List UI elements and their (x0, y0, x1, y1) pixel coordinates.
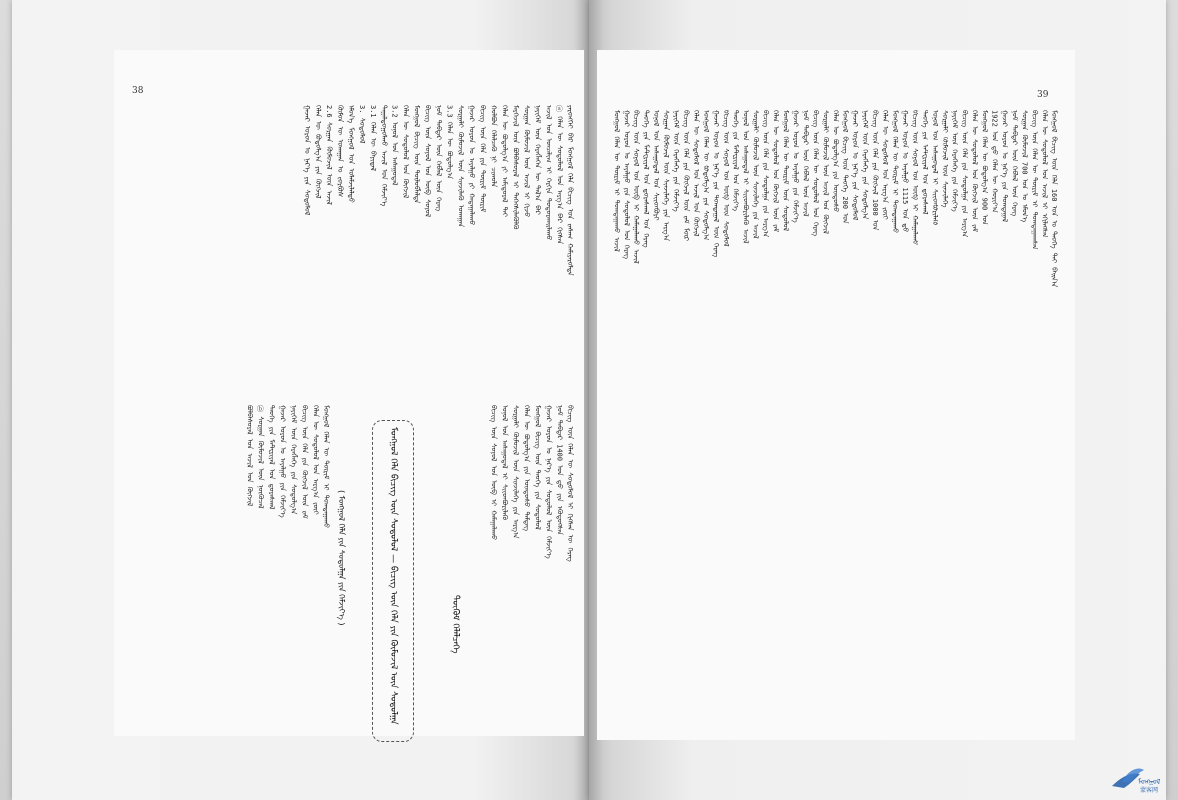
text-column: ᠰᠤᠷᠭᠠᠯᠢ ᠬᠥᠮᠦᠵᠢᠯ ᠦᠨ ᠰᠢᠨᠵᠢᠯᠡᠭᠡ (940, 110, 949, 208)
text-column: 2.6 ᠰᠤᠷᠭᠠᠨ ᠬᠦᠮᠦᠵᠢᠯ ᠦᠨ ᠠᠵᠢᠯ (324, 105, 333, 205)
text-column: ᠡᠮᠦᠨ᠎ᠡ ᠮᠣᠩᠭᠣᠯ ᠤᠨ ᠤᠯᠠᠮᠵᠢᠯᠠᠯᠲᠤ (346, 105, 355, 203)
text-column: ᠮᠣᠩᠭᠣᠯ ᠬᠡᠯᠡᠨ ᠦ ᠪᠣᠳᠣᠯᠭ᠎ᠠ 900 ᠣᠨ (980, 110, 989, 225)
text-column: ᠣᠨᠤᠯ ᠤᠨ ᠠᠰᠠᠭᠤᠳᠠᠯ ᠤᠨ ᠰᠢᠢᠳᠪᠦᠷᠢ (652, 110, 660, 221)
text-column: ᠬᠣᠯᠪᠣᠨ ᠬᠡᠯᠡᠯᠴᠡᠬᠦ ᠨᠢ ᠴᠢᠬᠤᠯᠠ (489, 105, 498, 188)
text-column: ᠮᠣᠩᠭᠣᠯ ᠪᠢᠴᠢᠭ ᠦᠨ ᠲᠡᠦᠬᠡ ᠶᠢᠨ ᠰᠤᠳᠤᠯᠤᠯ (533, 405, 542, 530)
text-column: ᠭᠠᠵᠠᠷ ᠣᠷᠣᠨ ᠤ ᠨᠡᠷ᠎ᠡ ᠶᠢᠨ ᠰᠤᠳᠤᠯᠤᠯ ᠦᠨ ᠬᠡᠮᠵᠢᠶ᠎ᠡ (544, 405, 553, 559)
text-column: ᠪᠢᠴᠢᠭ ᠦᠨ ᠬᠡᠯᠡ ᠶᠢᠨ ᠬᠥᠭᠵᠢᠯ 1000 ᠣᠨ (871, 110, 879, 231)
text-column: ᠣᠨᠤᠯ ᠤᠨ ᠠᠰᠠᠭᠤᠳᠠᠯ ᠢ ᠰᠢᠢᠳᠪᠦᠷᠢᠯᠡᠬᠦ (930, 110, 939, 225)
page-number-left: 38 (132, 86, 144, 96)
text-column: ᠮᠣᠩᠭᠣᠯ ᠪᠢᠴᠢᠭ ᠦᠨ ᠬᠡᠯᠡ 160 ᠣᠨ ᠤ ᠲᠡᠦᠬᠡ ᠲᠠᠢ ᠪᠠᠢᠨ᠎ᠠ (1050, 110, 1058, 288)
text-column: ᠮᠣᠩᠭᠣᠯ ᠬᠡᠯᠡᠨ ᠦ ᠳᠦᠷᠢᠮ ᠢ ᠲᠣᠭᠲᠠᠭᠠᠬᠤ ᠠᠵᠢᠯ (612, 110, 620, 252)
text-column: ⓑ ᠰᠤᠷᠭᠠᠨ ᠬᠦᠮᠦᠵᠢᠯ ᠦᠨ ᠨᠥᠬᠦᠴᠡᠯ (256, 405, 265, 509)
left-bottom-text-block-2 (132, 405, 332, 725)
text-column: 3. ᠰᠤᠳᠤᠯᠤᠯ (357, 105, 366, 144)
text-column: ᠭᠠᠵᠠᠷ ᠣᠷᠣᠨ ᠤ ᠠᠶᠠᠯᠭᠤ ᠶᠢᠨ ᠬᠡᠮᠵᠢᠶ᠎ᠡ (791, 110, 800, 223)
text-column: ᠪᠢᠴᠢᠭ ᠦᠨ ᠬᠡᠯᠡ ᠶᠢᠨ ᠬᠥᠭᠵᠢᠯ ᠦᠨ ᠵᠠᠮ (300, 405, 309, 519)
text-column: ᠭᠠᠵᠠᠷ ᠣᠷᠣᠨ ᠤ ᠠᠶᠠᠯᠭᠤ ᠶᠢᠨ ᠬᠡᠮᠵᠢᠶ᠎ᠡ (278, 405, 287, 518)
text-column: ᠨᠡᠶᠢᠭᠡᠮ ᠦᠨ ᠬᠡᠷᠡᠭᠯᠡᠭᠡ ᠶᠢᠨ ᠬᠡᠮᠵᠢᠶ᠎ᠡ (672, 110, 680, 212)
text-column: ᠠᠵᠢᠯ ᠤᠨ ᠣᠨᠴᠠᠯᠢᠭ ᠢ ᠬᠡᠷᠬᠢᠨ ᠲᠣᠳᠣᠷᠬᠠᠢᠯᠠᠬᠤ (544, 105, 553, 241)
text-column: ᠪᠢᠴᠢᠭ ᠦᠨ ᠬᠡᠯᠡᠨ ᠦ ᠰᠤᠳᠤᠯᠤᠯ ᠤᠨ ᠬᠡᠷᠡᠭ (811, 110, 819, 237)
text-column: ᠮᠡᠷᠭᠡᠵᠢᠯ ᠦᠨ ᠪᠣᠯᠪᠠᠰᠤᠷᠠᠯ ᠢ ᠳᠡᠭᠡᠭᠰᠢᠯᠡᠭᠦᠯᠬᠦ (511, 105, 520, 230)
text-column: ᠪᠢᠴᠢᠭ ᠦᠨ ᠬᠡᠯᠡ ᠶᠢᠨ ᠰᠤᠳᠤᠯᠭᠠ ᠶᠢᠨ ᠠᠷᠭ᠎ᠠ (960, 110, 969, 238)
text-column: ᠪᠢᠴᠢᠭ ᠦᠨ ᠰᠣᠶᠣᠯ ᠤᠨ ᠥᠪ ᠢ ᠬᠠᠮᠠᠭᠠᠯᠠᠬᠤ (489, 405, 498, 541)
text-column: ᠬᠡᠯᠡᠨ ᠦ ᠰᠤᠳᠤᠯᠤᠯ ᠤᠨ ᠬᠥᠭᠵᠢᠯ ᠦᠨ ᠵᠠᠮ (970, 110, 979, 233)
text-column: ᠭᠠᠵᠠᠷ ᠣᠷᠣᠨ ᠤ ᠨᠡᠷ᠎ᠡ ᠶᠢᠨ ᠲᠣᠭᠲᠠᠭᠠᠯ (1000, 110, 1009, 223)
text-column: ᠨᠣᠮ ᠳᠡᠪᠲᠡᠷ 1400 ᠣᠨ ᠳ᠋ᠤ ᠶᠢᠨ ᠡᠭᠦᠳᠦᠭᠰᠡᠨ (555, 405, 564, 535)
text-column: ᠬᠡᠯᠡᠨ ᠦ ᠪᠣᠳᠣᠯᠭ᠎ᠠ ᠶᠢᠨ ᠬᠥᠭᠵᠢᠯ (313, 105, 322, 199)
text-column: ᠮᠣᠩᠭᠣᠯ ᠬᠡᠯᠡᠨ ᠦ ᠳᠦᠷᠢᠮ ᠦᠨ ᠰᠤᠳᠤᠯᠤᠯ (781, 110, 790, 232)
text-column: ᠬᠥᠮᠦᠨ ᠦ ᠤᠬᠠᠭᠠᠨ ᠤ ᠵᠤᠷᠪᠤᠰ (335, 105, 344, 198)
text-column: ᠨᠣᠮ ᠳᠡᠪᠲᠡᠷ ᠦᠨ ᠬᠡᠪᠯᠡᠯ ᠦᠨ ᠬᠡᠷᠡᠭ (434, 105, 443, 212)
text-column: ᠶᠡᠷᠦᠩᠬᠡᠢ ᠪᠡᠷ ᠮᠣᠩᠭᠣᠯ ᠬᠡᠯᠡ ᠪᠢᠴᠢᠭ ᠤᠨ ᠵᠠᠰᠠᠭ ᠬᠠᠮᠢᠶᠠᠷᠤᠯᠲᠠ (566, 105, 575, 276)
left-top-text-block (132, 105, 576, 390)
text-column: ᠪᠢᠴᠢᠭ ᠦᠨ ᠬᠡᠯᠡᠨ ᠦ ᠳᠦᠷᠢᠮ ᠢ ᠲᠣᠭᠲᠠᠭᠠᠭᠰᠠᠨ (1030, 110, 1038, 250)
text-column: ᠮᠣᠩᠭᠣᠯ ᠬᠡᠯᠡᠨ ᠦ ᠪᠣᠳᠣᠯᠭ᠎ᠠ ᠶᠢᠨ ᠰᠤᠳᠤᠯᠭ᠎ᠠ (701, 110, 710, 241)
text-column: ᠰᠤᠷᠭᠠᠯᠢ ᠬᠥᠮᠦᠵᠢᠯ ᠦᠨ ᠠᠵᠢᠯ ᠤᠨ ᠬᠥᠭᠵᠢᠯ (821, 110, 829, 234)
text-column: ᠬᠡᠯᠡᠨ ᠦ ᠪᠣᠳᠣᠯᠭ᠎ᠠ ᠶᠢᠨ ᠦᠨᠳᠦᠰᠦ (831, 110, 839, 213)
text-column: ᠪᠢᠴᠢᠭ ᠦᠨ ᠬᠡᠯᠡ ᠶᠢᠨ ᠰᠤᠳᠤᠯᠭᠠ ᠶᠢᠨ ᠠᠷᠭ᠎ᠠ (761, 110, 770, 238)
text-column: ᠨᠣᠮ ᠳᠡᠪᠲᠡᠷ ᠦᠨ ᠬᠡᠪᠯᠡᠯ ᠦᠨ ᠬᠡᠷᠡᠭ (1010, 110, 1018, 217)
text-column: ᠪᠢᠴᠢᠭ ᠦᠨ ᠬᠡᠯᠡ ᠶᠢᠨ ᠬᠥᠭᠵᠢᠯ ᠦᠨ ᠵᠠᠮ ᠮᠦᠷ (681, 110, 690, 241)
section-heading: ᠳᠦᠭᠦᠮ ᠬᠡᠯᠡᠯᠴᠡᠭᠡ (450, 595, 460, 654)
watermark-sublabel: 蒙客网 (1140, 787, 1159, 794)
text-column: ⓐ ᠬᠡᠯᠡᠨ ᠦ ᠰᠤᠳᠤᠯᠤᠯ ᠤᠨ ᠠᠷᠭ᠎ᠠ ᠪᠠᠷ ᠬᠢᠭᠰᠡᠨ (555, 105, 564, 245)
text-column: ᠪᠢᠴᠢᠭ ᠦᠨ ᠬᠡᠯᠡᠨ ᠦ ᠰᠤᠳᠤᠯᠤᠯ ᠢ ᠬᠢᠭᠰᠡᠨ ᠦ ᠬᠡᠷᠡᠭ (566, 405, 575, 562)
text-column: ᠬᠡᠯᠡᠨ ᠦ ᠰᠤᠳᠤᠯᠤᠯ ᠤᠨ ᠠᠵᠢᠯ ᠤᠨ ᠬᠥᠭᠵᠢᠯ (691, 110, 700, 237)
text-column: ᠮᠣᠩᠭᠣᠯ ᠬᠡᠯᠡᠨ ᠦ ᠳᠦᠷᠢᠮ ᠢ ᠲᠣᠭᠲᠠᠭᠠᠬᠤ (322, 405, 331, 529)
text-column: ᠭᠠᠵᠠᠷ ᠣᠷᠣᠨ ᠤ ᠠᠶᠠᠯᠭᠤ 1115 ᠣᠨ ᠳ᠋ᠤ (900, 110, 909, 233)
text-column: ᠮᠣᠩᠭᠣᠯ ᠪᠢᠴᠢᠭ ᠦᠨ ᠲᠥᠯᠥᠪᠯᠡᠯᠲᠡ (412, 105, 421, 204)
left-page-text-area (114, 50, 584, 736)
text-column: ᠰᠤᠷᠭᠠᠨ ᠬᠦᠮᠦᠵᠢᠯ ᠦᠨ ᠰᠢᠨᠵᠢᠯᠡᠭᠡ ᠶᠢᠨ ᠠᠷᠭ᠎ᠠ (662, 110, 670, 241)
text-column: ᠪᠢᠴᠢᠭ ᠦᠨ ᠬᠡᠯᠡ ᠶᠢᠨ ᠳᠦᠷᠢᠮ ᠳᠦᠷᠢᠮ (478, 105, 487, 213)
text-column: ᠮᠣᠩᠭᠣᠯ ᠬᠡᠯᠡᠨ ᠦ ᠳᠦᠷᠢᠮ ᠢ ᠲᠣᠭᠲᠠᠭᠠᠬᠤ (890, 110, 899, 234)
text-column: ᠭᠠᠵᠠᠷ ᠣᠷᠣᠨ ᠤ ᠠᠶᠠᠯᠭᠤ ᠶᠢᠨ ᠰᠤᠳᠤᠯᠤᠯ ᠤᠨ ᠬᠡᠷᠡᠭ (622, 110, 630, 259)
text-column: ᠬᠡᠯᠡᠨ ᠦ ᠰᠤᠳᠤᠯᠤᠯ ᠤᠨ ᠠᠵᠢᠯ ᠢ ᠡᠬᠢᠯᠡᠭᠰᠡᠨ (1040, 110, 1048, 238)
text-column: 3.2 ᠣᠨᠤᠯ ᠤᠨ ᠠᠰᠠᠭᠤᠳᠠᠯ (390, 105, 399, 186)
watermark-label: ᠮᠣᠩᠭᠣᠯ (1138, 778, 1161, 786)
text-column: ᠪᠣᠯᠪᠠᠰᠤᠷᠠᠯ ᠤᠨ ᠠᠵᠢᠯ ᠤᠨ ᠬᠥᠭᠵᠢᠯ (245, 405, 254, 507)
text-column: ᠭᠠᠵᠠᠷ ᠣᠷᠣᠨ ᠤ ᠨᠡᠷ᠎ᠡ ᠶᠢᠨ ᠰᠤᠳᠤᠯᠤᠯ (302, 105, 311, 216)
text-column: ᠪᠢᠴᠢᠭ ᠦᠨ ᠰᠣᠶᠣᠯ ᠤᠨ ᠦᠪ ᠰᠣᠶᠣᠯ (423, 105, 432, 218)
text-column: ᠨᠡᠶᠢᠭᠡᠮ ᠦᠨ ᠬᠡᠷᠡᠭᠯᠡᠭᠡ ᠶᠢᠨ ᠬᠡᠮᠵᠢᠶ᠎ᠡ (950, 110, 959, 212)
text-column: ᠲᠡᠦᠬᠡ ᠶᠢᠨ ᠮᠠᠲ᠋ᠧᠷᠢᠶᠠᠯ ᠤᠨ ᠳ᠋ᠤᠷᠠᠰᠬᠠᠯ ᠤᠨ ᠬᠡᠷᠡᠭ (642, 110, 650, 248)
text-column: ᠪᠢᠴᠢᠭ ᠦᠨ ᠰᠣᠶᠣᠯ ᠤᠨ ᠥᠪ ᠢ ᠬᠠᠮᠠᠭᠠᠯᠠᠬᠤ ᠠᠵᠢᠯ (632, 110, 640, 264)
text-column: 3.3 ᠬᠡᠯᠡᠨ ᠦ ᠪᠣᠳᠣᠯᠭ᠎ᠠ (445, 105, 454, 179)
text-column: ᠮᠣᠩᠭᠣᠯ ᠪᠢᠴᠢᠭ ᠦᠨ ᠲᠡᠦᠬᠡ 200 ᠣᠨ (841, 110, 849, 224)
text-column: ᠪᠢᠴᠢᠭ ᠦᠨ ᠰᠣᠶᠣᠯ ᠤᠨ ᠥᠪ ᠦᠨ ᠰᠤᠳᠤᠯᠤᠯ (721, 110, 730, 247)
text-column: ᠭᠠᠵᠠᠷ ᠣᠷᠣᠨ ᠤ ᠨᠡᠷ᠎ᠡ ᠶᠢᠨ ᠲᠣᠭᠲᠠᠭᠠᠯ ᠦᠨ ᠬᠡᠷᠡᠭ (711, 110, 720, 258)
text-column: 1922 ᠣᠨ ᠳ᠋ᠤ ᠬᠡᠯᠡᠨ ᠦ ᠬᠣᠷᠢᠶ᠎ᠠ (990, 110, 999, 213)
text-column: ᠨᠣᠮ ᠳᠡᠪᠲᠡᠷ ᠦᠨ ᠬᠡᠪᠯᠡᠯ ᠦᠨ ᠠᠵᠢᠯ (801, 110, 809, 217)
boxed-title-frame (372, 420, 414, 742)
text-column: ᠲᠡᠦᠬᠡ ᠶᠢᠨ ᠮᠠᠲ᠋ᠧᠷᠢᠶᠠᠯ ᠤᠨ ᠬᠡᠮᠵᠢᠶ᠎ᠡ (731, 110, 740, 212)
text-column: 3.1 ᠬᠡᠯᠡᠨ ᠦ ᠪᠠᠶᠢᠳᠠᠯ (368, 105, 377, 171)
text-column: ᠬᠡᠯᠡᠨ ᠦ ᠰᠤᠳᠤᠯᠤᠯ ᠤᠨ ᠬᠥᠭᠵᠢᠯ (401, 105, 410, 199)
text-column: ᠲᠡᠦᠬᠡ ᠶᠢᠨ ᠮᠠᠲ᠋ᠧᠷᠢᠶᠠᠯ ᠤᠨ ᠳ᠋ᠤᠷᠠᠰᠬᠠᠯ (920, 110, 929, 215)
text-column: ᠬᠡᠯᠡᠨ ᠦ ᠰᠤᠳᠤᠯᠤᠯ ᠤᠨ ᠠᠷᠭ᠎ᠠ ᠵᠦᠢ (311, 405, 320, 515)
text-column: ᠰᠤᠷᠭᠠᠯᠢ ᠬᠥᠮᠦᠵᠢᠯ ᠦᠨ ᠰᠢᠨᠵᠢᠯᠡᠬᠦ ᠤᠬᠠᠭᠠᠨ (456, 105, 465, 228)
right-text-block (611, 110, 1059, 740)
text-column: ᠰᠤᠷᠭᠠᠯᠢ ᠬᠥᠮᠦᠵᠢᠯ ᠦᠨ ᠰᠢᠨᠵᠢᠯᠡᠭᠡ ᠶᠢᠨ ᠠᠷᠭ᠎ᠠ (511, 405, 520, 539)
text-column: ᠲᠡᠦᠬᠡ ᠶᠢᠨ ᠮᠠᠲ᠋ᠧᠷᠢᠶᠠᠯ ᠤᠨ ᠳ᠋ᠤᠷᠠᠰᠬᠠᠯ (267, 405, 276, 510)
text-column: ᠣᠨᠤᠯ ᠤᠨ ᠠᠰᠠᠭᠤᠳᠠᠯ ᠢ ᠰᠢᠢᠳᠪᠦᠷᠢᠯᠡᠬᠦ ᠠᠵᠢᠯ (741, 110, 750, 244)
text-column: ᠳᠠᠭᠠᠯᠳᠤᠭᠤᠯᠬᠤ ᠠᠵᠢᠯ ᠤᠨ ᠬᠡᠮᠵᠢᠶ᠎ᠡ (379, 105, 388, 207)
text-column: ᠬᠡᠯᠡᠨ ᠦ ᠪᠣᠳᠣᠯᠭ᠎ᠠ ᠶᠢ ᠠᠮᠢᠳᠤᠷᠠᠯ ᠲᠠᠢ (500, 105, 509, 217)
text-column: ᠬᠡᠯᠡᠨ ᠦ ᠰᠤᠳᠤᠯᠤᠯ ᠤᠨ ᠠᠷᠭ᠎ᠠ ᠵᠦᠢ (881, 110, 889, 220)
text-column: ᠬᠡᠯᠡᠨ ᠦ ᠰᠤᠳᠤᠯᠤᠯ ᠤᠨ ᠬᠥᠭᠵᠢᠯ ᠦᠨ ᠵᠠᠮ (771, 110, 780, 233)
text-column: ᠰᠤᠷᠭᠠᠨ ᠬᠦᠮᠦᠵᠢᠯ ᠦᠨ ᠠᠵᠢᠯ ᠢ ᠬᠢᠵᠦ (522, 105, 531, 218)
text-column: ᠪᠢᠴᠢᠭ ᠦᠨ ᠰᠣᠶᠣᠯ ᠤᠨ ᠥᠪ ᠢ ᠬᠠᠮᠠᠭᠠᠯᠠᠬᠤ (910, 110, 919, 246)
text-column: ᠨᠡᠶᠢᠭᠡᠮ ᠦᠨ ᠬᠡᠷᠡᠭᠯᠡᠭᠡ ᠶᠢᠨ ᠰᠤᠳᠤᠯᠭ᠎ᠠ (289, 405, 298, 515)
boxed-subtitle: ( ᠮᠣᠩᠭᠣᠯ ᠬᠡᠯᠡ ᠶᠢᠨ ᠰᠤᠳᠤᠯᠭᠠ ᠶᠢᠨ ᠬᠡᠮᠵᠢᠶ᠎ᠡ ) (337, 490, 346, 626)
boxed-title: ᠮᠣᠩᠭᠣᠯ ᠬᠡᠯᠡ ᠪᠢᠴᠢᠭ ᠦᠨ ᠰᠤᠳᠤᠯᠤᠯ — ᠪᠢᠴᠢᠭ ᠦᠨ ᠬᠡᠯᠡ ᠶᠢᠨ ᠬᠦᠮᠦᠵᠢᠯ ᠦᠨ ᠰᠤᠳᠤᠯᠭᠠ (388, 427, 398, 725)
text-column: ᠭᠠᠵᠠᠷ ᠣᠷᠣᠨ ᠤ ᠨᠡᠷ᠎ᠡ ᠶᠢᠨ ᠰᠤᠳᠤᠯᠤᠯ (851, 110, 859, 221)
text-column: ᠬᠡᠯᠡᠨ ᠦ ᠪᠣᠳᠣᠯᠭ᠎ᠠ ᠶᠢᠨ ᠦᠨᠳᠦᠰᠦ ᠲᠡᠮᠳᠡᠭ (522, 405, 531, 532)
text-column: ᠭᠠᠵᠠᠷ ᠣᠷᠣᠨ ᠤ ᠠᠶᠠᠯᠭᠤ ᠶᠢ ᠬᠠᠳᠠᠭᠠᠯᠠᠬᠤ (467, 105, 476, 226)
text-column: ᠨᠡᠶᠢᠭᠡᠮ ᠦᠨ ᠬᠡᠷᠡᠭᠯᠡᠭᠡᠨ ᠦ ᠲᠠᠯ᠎ᠠ ᠪᠠᠷ (533, 105, 542, 215)
left-bottom-text-block (464, 405, 576, 725)
right-page-text-area (597, 50, 1075, 740)
page-number-right: 39 (1037, 90, 1049, 100)
text-column: ᠰᠤᠷᠭᠠᠨ ᠬᠦᠮᠦᠵᠢᠯ 700 ᠣᠨ ᠤ ᠡᠮᠦᠨ᠎ᠡ (1020, 110, 1028, 223)
text-column: ᠰᠤᠷᠭᠠᠯᠢ ᠬᠥᠮᠦᠵᠢᠯ ᠦᠨ ᠰᠢᠨᠵᠢᠯᠡᠭᠡ ᠶᠢᠨ ᠠᠵᠢᠯ (751, 110, 760, 239)
text-column: ᠣᠨᠤᠯ ᠤᠨ ᠠᠰᠠᠭᠤᠳᠠᠯ ᠢ ᠰᠢᠢᠳᠪᠦᠷᠢᠯᠡᠬᠦ (500, 405, 509, 520)
text-column: ᠨᠡᠶᠢᠭᠡᠮ ᠦᠨ ᠬᠡᠷᠡᠭᠯᠡᠭᠡ ᠶᠢᠨ ᠰᠤᠳᠤᠯᠭ᠎ᠠ (861, 110, 869, 220)
